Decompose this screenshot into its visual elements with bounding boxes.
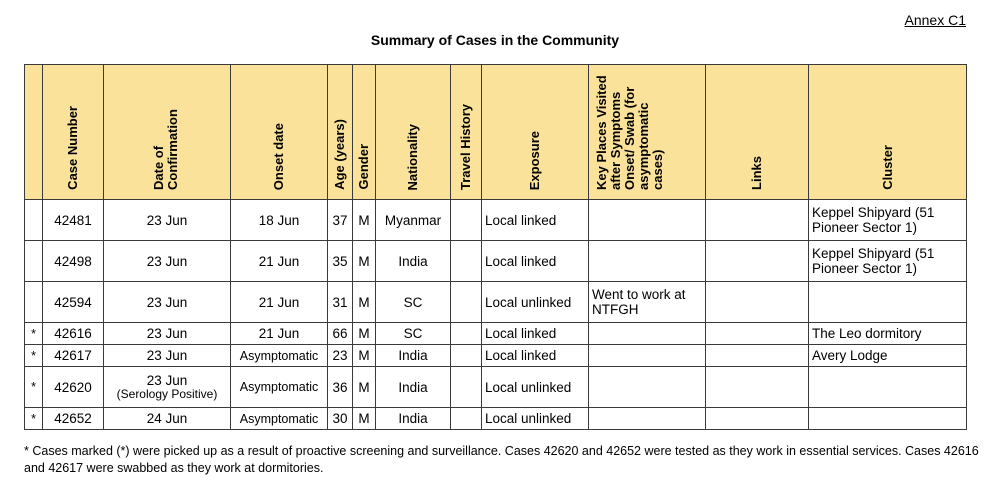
page-title: Summary of Cases in the Community xyxy=(370,32,620,48)
header-date-of-confirmation: Date of Confirmation xyxy=(104,65,231,200)
travel-cell xyxy=(451,323,482,345)
links-cell xyxy=(706,408,809,430)
date-note: (Serology Positive) xyxy=(116,387,218,401)
header-cluster: Cluster xyxy=(809,65,967,200)
row-mark: * xyxy=(25,367,43,408)
nationality-cell: Myanmar xyxy=(376,200,451,241)
links-cell xyxy=(706,241,809,282)
cases-table xyxy=(24,64,967,430)
date-value: 23 Jun xyxy=(146,373,188,388)
case-number-cell: 42594 xyxy=(43,282,104,323)
age-cell: 31 xyxy=(328,282,353,323)
header-nationality: Nationality xyxy=(376,65,451,200)
travel-cell xyxy=(451,345,482,367)
cluster-cell xyxy=(809,282,967,323)
onset-cell: 21 Jun xyxy=(231,241,328,282)
row-mark xyxy=(25,200,43,241)
date-cell xyxy=(104,367,231,408)
exposure-cell: Local unlinked xyxy=(482,408,589,430)
exposure-cell: Local unlinked xyxy=(482,367,589,408)
table-row xyxy=(25,408,967,430)
gender-cell: M xyxy=(353,323,376,345)
row-mark: * xyxy=(25,408,43,430)
nationality-cell: India xyxy=(376,367,451,408)
age-cell: 36 xyxy=(328,367,353,408)
gender-cell: M xyxy=(353,200,376,241)
places-cell xyxy=(589,323,706,345)
gender-cell: M xyxy=(353,408,376,430)
annex-label: Annex C1 xyxy=(904,12,966,28)
date-value: 23 Jun xyxy=(146,253,188,269)
date-cell xyxy=(104,282,231,323)
date-value: 24 Jun xyxy=(146,411,188,426)
onset-cell: 18 Jun xyxy=(231,200,328,241)
header-exposure: Exposure xyxy=(482,65,589,200)
case-number-cell: 42620 xyxy=(43,367,104,408)
case-number-cell: 42616 xyxy=(43,323,104,345)
footnote: * Cases marked (*) were picked up as a result of proactive screening and surveillance. Cases 42620 and 42652 were tested as they work in essential services. Cases 42616 and 42617 were swabbed as they work at dormitories. xyxy=(24,444,979,475)
row-mark: * xyxy=(25,323,43,345)
links-cell xyxy=(706,323,809,345)
nationality-cell: SC xyxy=(376,323,451,345)
gender-cell: M xyxy=(353,367,376,408)
date-value: 23 Jun xyxy=(146,212,188,228)
case-number-cell: 42652 xyxy=(43,408,104,430)
case-number-cell: 42617 xyxy=(43,345,104,367)
exposure-cell: Local linked xyxy=(482,323,589,345)
nationality-cell: India xyxy=(376,408,451,430)
travel-cell xyxy=(451,241,482,282)
header-key-places: Key Places Visited after Symptoms Onset/ Swab (for asymptomatic cases) xyxy=(589,65,706,200)
places-cell xyxy=(589,345,706,367)
table-row xyxy=(25,200,967,241)
gender-cell: M xyxy=(353,345,376,367)
age-cell: 30 xyxy=(328,408,353,430)
onset-cell: Asymptomatic xyxy=(231,345,328,367)
table-row xyxy=(25,367,967,408)
date-cell xyxy=(104,323,231,345)
gender-cell: M xyxy=(353,241,376,282)
places-cell xyxy=(589,200,706,241)
places-cell xyxy=(589,408,706,430)
case-number-cell: 42481 xyxy=(43,200,104,241)
links-cell xyxy=(706,200,809,241)
gender-cell: M xyxy=(353,282,376,323)
date-cell xyxy=(104,241,231,282)
row-mark xyxy=(25,282,43,323)
exposure-cell: Local linked xyxy=(482,345,589,367)
onset-cell: 21 Jun xyxy=(231,282,328,323)
age-cell: 37 xyxy=(328,200,353,241)
exposure-cell: Local linked xyxy=(482,241,589,282)
travel-cell xyxy=(451,282,482,323)
onset-cell: 21 Jun xyxy=(231,323,328,345)
table-row xyxy=(25,323,967,345)
nationality-cell: India xyxy=(376,345,451,367)
places-cell xyxy=(589,367,706,408)
cluster-cell xyxy=(809,367,967,408)
cluster-cell: Avery Lodge xyxy=(809,345,967,367)
date-cell xyxy=(104,200,231,241)
header-links: Links xyxy=(706,65,809,200)
links-cell xyxy=(706,367,809,408)
age-cell: 35 xyxy=(328,241,353,282)
nationality-cell: SC xyxy=(376,282,451,323)
header-mark xyxy=(25,65,43,200)
nationality-cell: India xyxy=(376,241,451,282)
date-cell xyxy=(104,345,231,367)
cluster-cell xyxy=(809,408,967,430)
case-number-cell: 42498 xyxy=(43,241,104,282)
cluster-cell: Keppel Shipyard (51 Pioneer Sector 1) xyxy=(809,200,967,241)
places-cell xyxy=(589,241,706,282)
travel-cell xyxy=(451,408,482,430)
places-cell: Went to work at NTFGH xyxy=(589,282,706,323)
date-cell xyxy=(104,408,231,430)
header-onset-date: Onset date xyxy=(231,65,328,200)
header-travel-history: Travel History xyxy=(451,65,482,200)
header-age: Age (years) xyxy=(328,65,353,200)
table-row xyxy=(25,282,967,323)
header-gender: Gender xyxy=(353,65,376,200)
row-mark xyxy=(25,241,43,282)
table-header-row xyxy=(25,65,967,200)
cluster-cell: The Leo dormitory xyxy=(809,323,967,345)
table-row xyxy=(25,345,967,367)
onset-cell: Asymptomatic xyxy=(231,408,328,430)
exposure-cell: Local unlinked xyxy=(482,282,589,323)
links-cell xyxy=(706,282,809,323)
links-cell xyxy=(706,345,809,367)
date-value: 23 Jun xyxy=(146,326,188,341)
table-row xyxy=(25,241,967,282)
travel-cell xyxy=(451,367,482,408)
exposure-cell: Local linked xyxy=(482,200,589,241)
age-cell: 66 xyxy=(328,323,353,345)
date-value: 23 Jun xyxy=(146,348,188,363)
date-value: 23 Jun xyxy=(146,294,188,310)
travel-cell xyxy=(451,200,482,241)
row-mark: * xyxy=(25,345,43,367)
age-cell: 23 xyxy=(328,345,353,367)
onset-cell: Asymptomatic xyxy=(231,367,328,408)
header-case-number: Case Number xyxy=(43,65,104,200)
cluster-cell: Keppel Shipyard (51 Pioneer Sector 1) xyxy=(809,241,967,282)
